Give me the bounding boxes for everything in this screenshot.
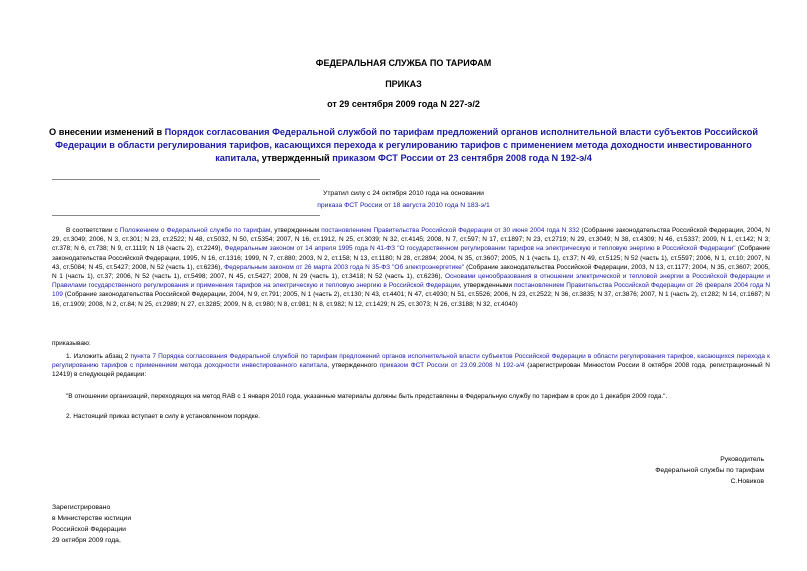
procedure-item-7-link[interactable]: пункта 7 Порядка согласования Федеральной службой по тарифам предложений органов исполнительной власти субъектов Российской Федерации в области регулирования тарифов, касающихся перехода к регулированию тарифов с применением метода доходности инвестированного капитала (52, 353, 770, 370)
item-1-text-3: (зарегистрирован Минюстом России 8 октября 2008 года, регистрационный N 12419) в следующей редакции: (52, 362, 770, 379)
divider-bottom (52, 215, 320, 216)
government-decree-109-link[interactable]: постановлением Правительства Российской Федерации от 26 февраля 2004 года N 109 (52, 282, 771, 299)
preamble-text-7: (Собрание законодательства Российской Федерации, 2004, N 9, ст.791; 2005, N 1 (часть 2), ст.130; N 43, ст.4401; N 47, ст.4930; N 51, ст.5526; 2006, N 23, ст.2522; N 36, ст.3835; N 37, ст.3876; 2007, N 1 (часть 2), ст.282; N 14, ст.1687; N 16, ст.1909; 2008, N 2, ст.84; N 25, ст.2989; N 27, ст.3285; 2009, N 8, ст.980; N 8, ст.981; N 8, ст.982; N 12, ст.1429; N 25, ст.3073; N 26, ст.3188; N 32, ст.4040) (52, 291, 770, 308)
item-1-text-2: , утвержденного (327, 362, 380, 370)
registration-block (52, 502, 131, 546)
preamble-text-4: (Собрание законодательства Российской Федерации, 1995, N 16, ст.1316; 1999, N 7, ст.880; 2003, N 2, ст.158; N 13, ст.1180; N 28, ст.2894; 2004, N 35, ст.3607; 2005, N 1 (часть 1), ст.37; N 49, ст.5125; N 52 (часть 1), ст.5597; 2006, N 1, ст.10; 2007, N 43, ст.5084; N 45, ст.5427; 2008, N 52 (часть 1), ст.6236), (52, 245, 770, 271)
document-date-number: от 29 сентября 2009 года N 227-э/2 (327, 99, 480, 109)
order-word: приказываю: (52, 340, 91, 347)
heading-prefix: О внесении изменений в (49, 127, 165, 137)
document-type: ПРИКАЗ (385, 79, 422, 89)
preamble-text-1: В соответствии с (66, 227, 120, 234)
validity-note (0, 188, 807, 212)
preamble-text-2: , утвержденным (270, 227, 322, 234)
document-heading (40, 126, 767, 165)
registration-line-4: 29 октября 2009 года, (52, 537, 121, 544)
divider-top (52, 179, 320, 180)
agency-title: ФЕДЕРАЛЬНАЯ СЛУЖБА ПО ТАРИФАМ (315, 58, 492, 68)
amendment-quote: "В отношении организаций, переходящих на метод RAB с 1 января 2010 года, указанные материалы должны быть представлены в Федеральную службу по тарифам в срок до 1 декабря 2009 года.". (66, 393, 668, 400)
federal-law-41-link[interactable]: Федеральным законом от 14 апреля 1995 года N 41-ФЗ "О государственном регулировании тарифов на электрическую и тепловую энергию в Российской Федерации" (224, 245, 736, 253)
government-decree-332-link[interactable]: постановлением Правительства Российской Федерации от 30 июня 2004 года N 332 (321, 227, 580, 234)
preamble-text-5: (Собрание законодательства Российской Федерации, 2003, N 13, ст.1177; 2004, N 35, ст.3607; 2005, N 1 (часть 1), ст.37; 2006, N 52 (часть 1), ст.5498; 2007, N 45, ст.5427; 2008, N 29 (часть 1), ст.3418; N 52 (часть 1), ст.6236), (52, 263, 770, 281)
signature-agency: Федеральной службы по тарифам (655, 467, 764, 474)
order-link[interactable]: Порядок согласования Федеральной службой по тарифам предложений органов исполнительной власти субъектов Российской Федерации в области регулирования тарифов, касающихся перехода к регулированию тарифов с применением метода доходности инвестированного капитала (55, 127, 758, 163)
registration-line-3: Российской Федерации (52, 526, 126, 533)
pricing-basics-link[interactable]: Основами ценообразования в отношении электрической и тепловой энергии в Российской Федерации и Правилами государственного регулирования и применения тарифов на электрическую и тепловую энергию в Российской Федерации (52, 273, 770, 290)
signature-position: Руководитель (720, 456, 764, 463)
validity-link[interactable]: приказа ФСТ России от 18 августа 2010 года N 183-э/1 (317, 202, 490, 209)
preamble-paragraph (52, 226, 770, 309)
registration-line-2: в Министерстве юстиции (52, 515, 132, 522)
federal-law-35-link[interactable]: Федеральным законом от 26 марта 2003 года N 35-ФЗ "Об электроэнергетике" (224, 263, 465, 271)
fst-regulation-link[interactable]: Положением о Федеральной службе по тарифам (119, 227, 271, 234)
registration-line-1: Зарегистрировано (52, 504, 111, 511)
preamble-text-3: (Собрание законодательства Российской Федерации, 2004, N 29, ст.3049; 2006, N 3, ст.301; N 23, ст.2522; N 48, ст.5032, N 50, ст.5354; 2007, N 16, ст.1912, N 25, ст.3039; N 32, ст.4145; 2008, N 7, ст.597; N 17, ст.1897; N 23, ст.2719; N 29, ст.3049; N 38, ст.4309; N 46, ст.5337; 2009, N 1, ст.142; N 3; ст.378; N 6, ст.738; N 9, ст.1119; N 18 (часть 2), ст.2249), (52, 227, 770, 253)
item-1-text-1: 1. Изложить абзац 2 (66, 353, 131, 360)
fst-order-link[interactable]: приказом ФСТ России от 23 сентября 2008 года N 192-э/4 (332, 153, 592, 163)
heading-middle: , утвержденный (256, 153, 333, 163)
item-2: 2. Настоящий приказ вступает в силу в установленном порядке. (66, 413, 261, 420)
signature-block (655, 454, 764, 487)
signature-name: С.Новиков (730, 478, 764, 485)
item-1 (52, 352, 770, 380)
preamble-text-6: , утвержденными (459, 282, 515, 290)
validity-text: Утратил силу с 24 октября 2010 года на основании (323, 190, 484, 197)
fst-order-192-link[interactable]: приказом ФСТ России от 23.09.2008 N 192-э/4 (379, 362, 525, 370)
